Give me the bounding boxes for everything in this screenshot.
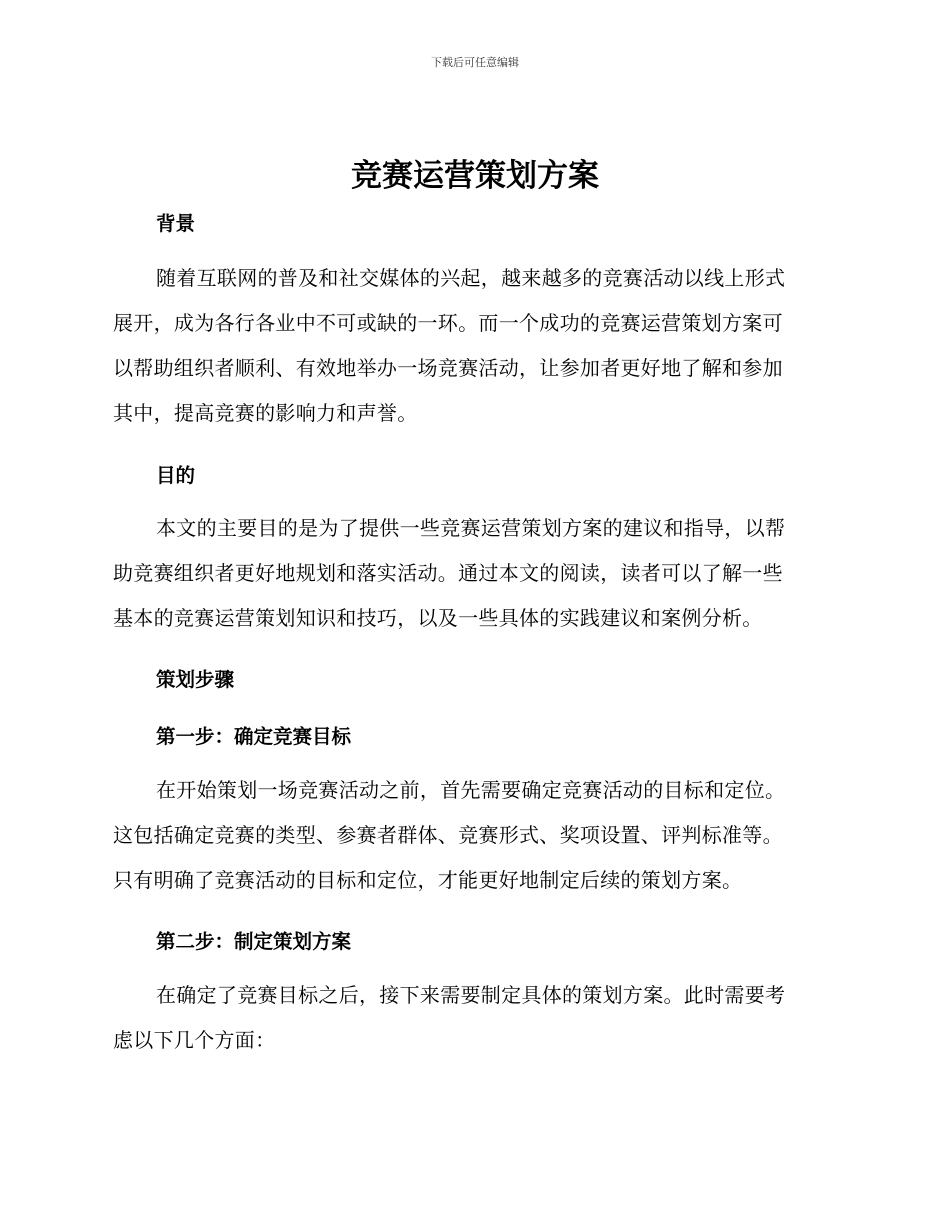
paragraph-background: [113, 256, 833, 436]
paragraph-line: 在开始策划一场竞赛活动之前，首先需要确定竞赛活动的目标和定位。: [156, 778, 786, 802]
paragraph-line: 只有明确了竞赛活动的目标和定位，才能更好地制定后续的策划方案。: [113, 868, 743, 892]
paragraph-step-1: [113, 768, 833, 903]
paragraph-line: 以帮助组织者顺利、有效地举办一场竞赛活动，让参加者更好地了解和参加: [113, 356, 783, 380]
paragraph-line: 虑以下几个方面：: [113, 1028, 276, 1052]
paragraph-line: 这包括确定竞赛的类型、参赛者群体、竞赛形式、奖项设置、评判标准等。: [113, 823, 783, 847]
section-heading-purpose: 目的: [156, 464, 196, 487]
section-heading-background: 背景: [156, 212, 196, 235]
paragraph-line: 本文的主要目的是为了提供一些竞赛运营策划方案的建议和指导，以帮: [156, 516, 786, 540]
paragraph-step-2: [113, 973, 833, 1063]
page-header-note: 下载后可任意编辑: [431, 56, 519, 69]
step-heading-1: 第一步：确定竞赛目标: [156, 725, 352, 748]
document-title: 竞赛运营策划方案: [351, 158, 599, 194]
step-heading-2: 第二步：制定策划方案: [156, 930, 352, 953]
paragraph-purpose: [113, 506, 833, 641]
paragraph-line: 基本的竞赛运营策划知识和技巧，以及一些具体的实践建议和案例分析。: [113, 606, 763, 630]
paragraph-line: 在确定了竞赛目标之后，接下来需要制定具体的策划方案。此时需要考: [156, 983, 786, 1007]
paragraph-line: 展开，成为各行各业中不可或缺的一环。而一个成功的竞赛运营策划方案可: [113, 311, 783, 335]
section-heading-steps: 策划步骤: [156, 668, 235, 691]
paragraph-line: 其中，提高竞赛的影响力和声誉。: [113, 401, 418, 425]
paragraph-line: 随着互联网的普及和社交媒体的兴起，越来越多的竞赛活动以线上形式: [156, 266, 786, 290]
paragraph-line: 助竞赛组织者更好地规划和落实活动。通过本文的阅读，读者可以了解一些: [113, 561, 783, 585]
